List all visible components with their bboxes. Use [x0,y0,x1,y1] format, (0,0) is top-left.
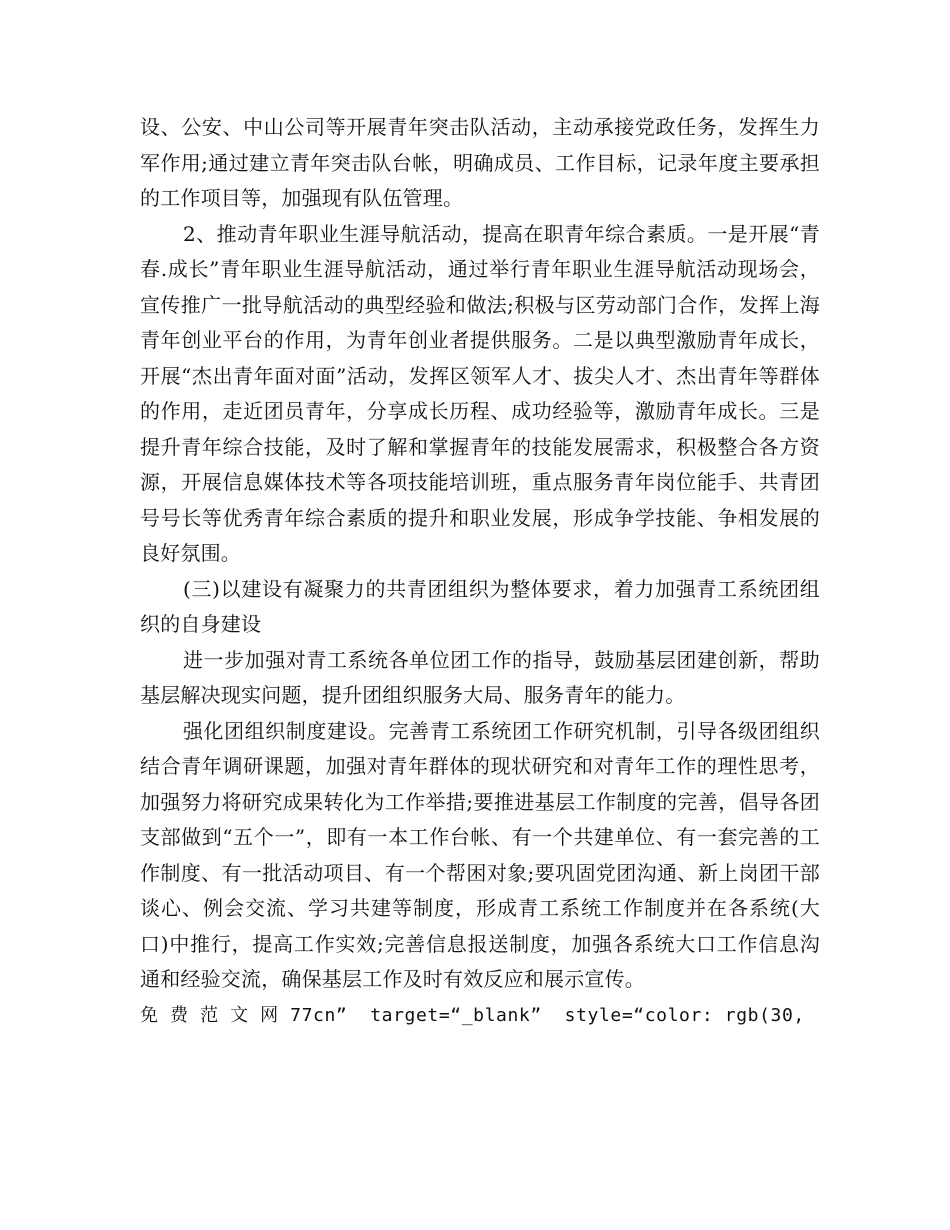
document-body [140,110,820,1033]
paragraph-guidance: 进一步加强对青工系统各单位团工作的指导，鼓励基层团建创新，帮助基层解决现实问题，提升团组织服务大局、服务青年的能力。 [140,647,820,707]
footer-residual-text: 免 费 范 文 网 77cn” target=“_blank” style=“color: rgb(30, [140,1004,805,1026]
paragraph-career-navigation: 2、推动青年职业生涯导航活动，提高在职青年综合素质。一是开展“青春.成长”青年职业生涯导航活动，通过举行青年职业生涯导航活动现场会，宣传推广一批导航活动的典型经验和做法;积极与区劳动部门合作，发挥上海青年创业平台的作用，为青年创业者提供服务。二是以典型激励青年成长，开展“杰出青年面对面”活动，发挥区领军人才、拔尖人才、杰出青年等群体的作用，走近团员青年，分享成长历程、成功经验等，激励青年成长。三是提升青年综合技能，及时了解和掌握青年的技能发展需求，积极整合各方资源，开展信息媒体技术等各项技能培训班，重点服务青年岗位能手、共青团号号长等优秀青年综合素质的提升和职业发展，形成争学技能、争相发展的良好氛围。 [140,221,820,565]
section-heading-three: (三)以建设有凝聚力的共青团组织为整体要求，着力加强青工系统团组织的自身建设 [140,576,820,636]
paragraph-continuation: 设、公安、中山公司等开展青年突击队活动，主动承接党政任务，发挥生力军作用;通过建立青年突击队台帐，明确成员、工作目标，记录年度主要承担的工作项目等，加强现有队伍管理。 [140,115,820,210]
paragraph-system-building: 强化团组织制度建设。完善青工系统团工作研究机制，引导各级团组织结合青年调研课题，加强对青年群体的现状研究和对青年工作的理性思考，加强努力将研究成果转化为工作举措;要推进基层工作制度的完善，倡导各团支部做到“五个一”，即有一本工作台帐、有一个共建单位、有一套完善的工作制度、有一批活动项目、有一个帮困对象;要巩固党团沟通、新上岗团干部谈心、例会交流、学习共建等制度，形成青工系统工作制度并在各系统(大口)中推行，提高工作实效;完善信息报送制度，加强各系统大口工作信息沟通和经验交流，确保基层工作及时有效反应和展示宣传。 [140,718,820,991]
